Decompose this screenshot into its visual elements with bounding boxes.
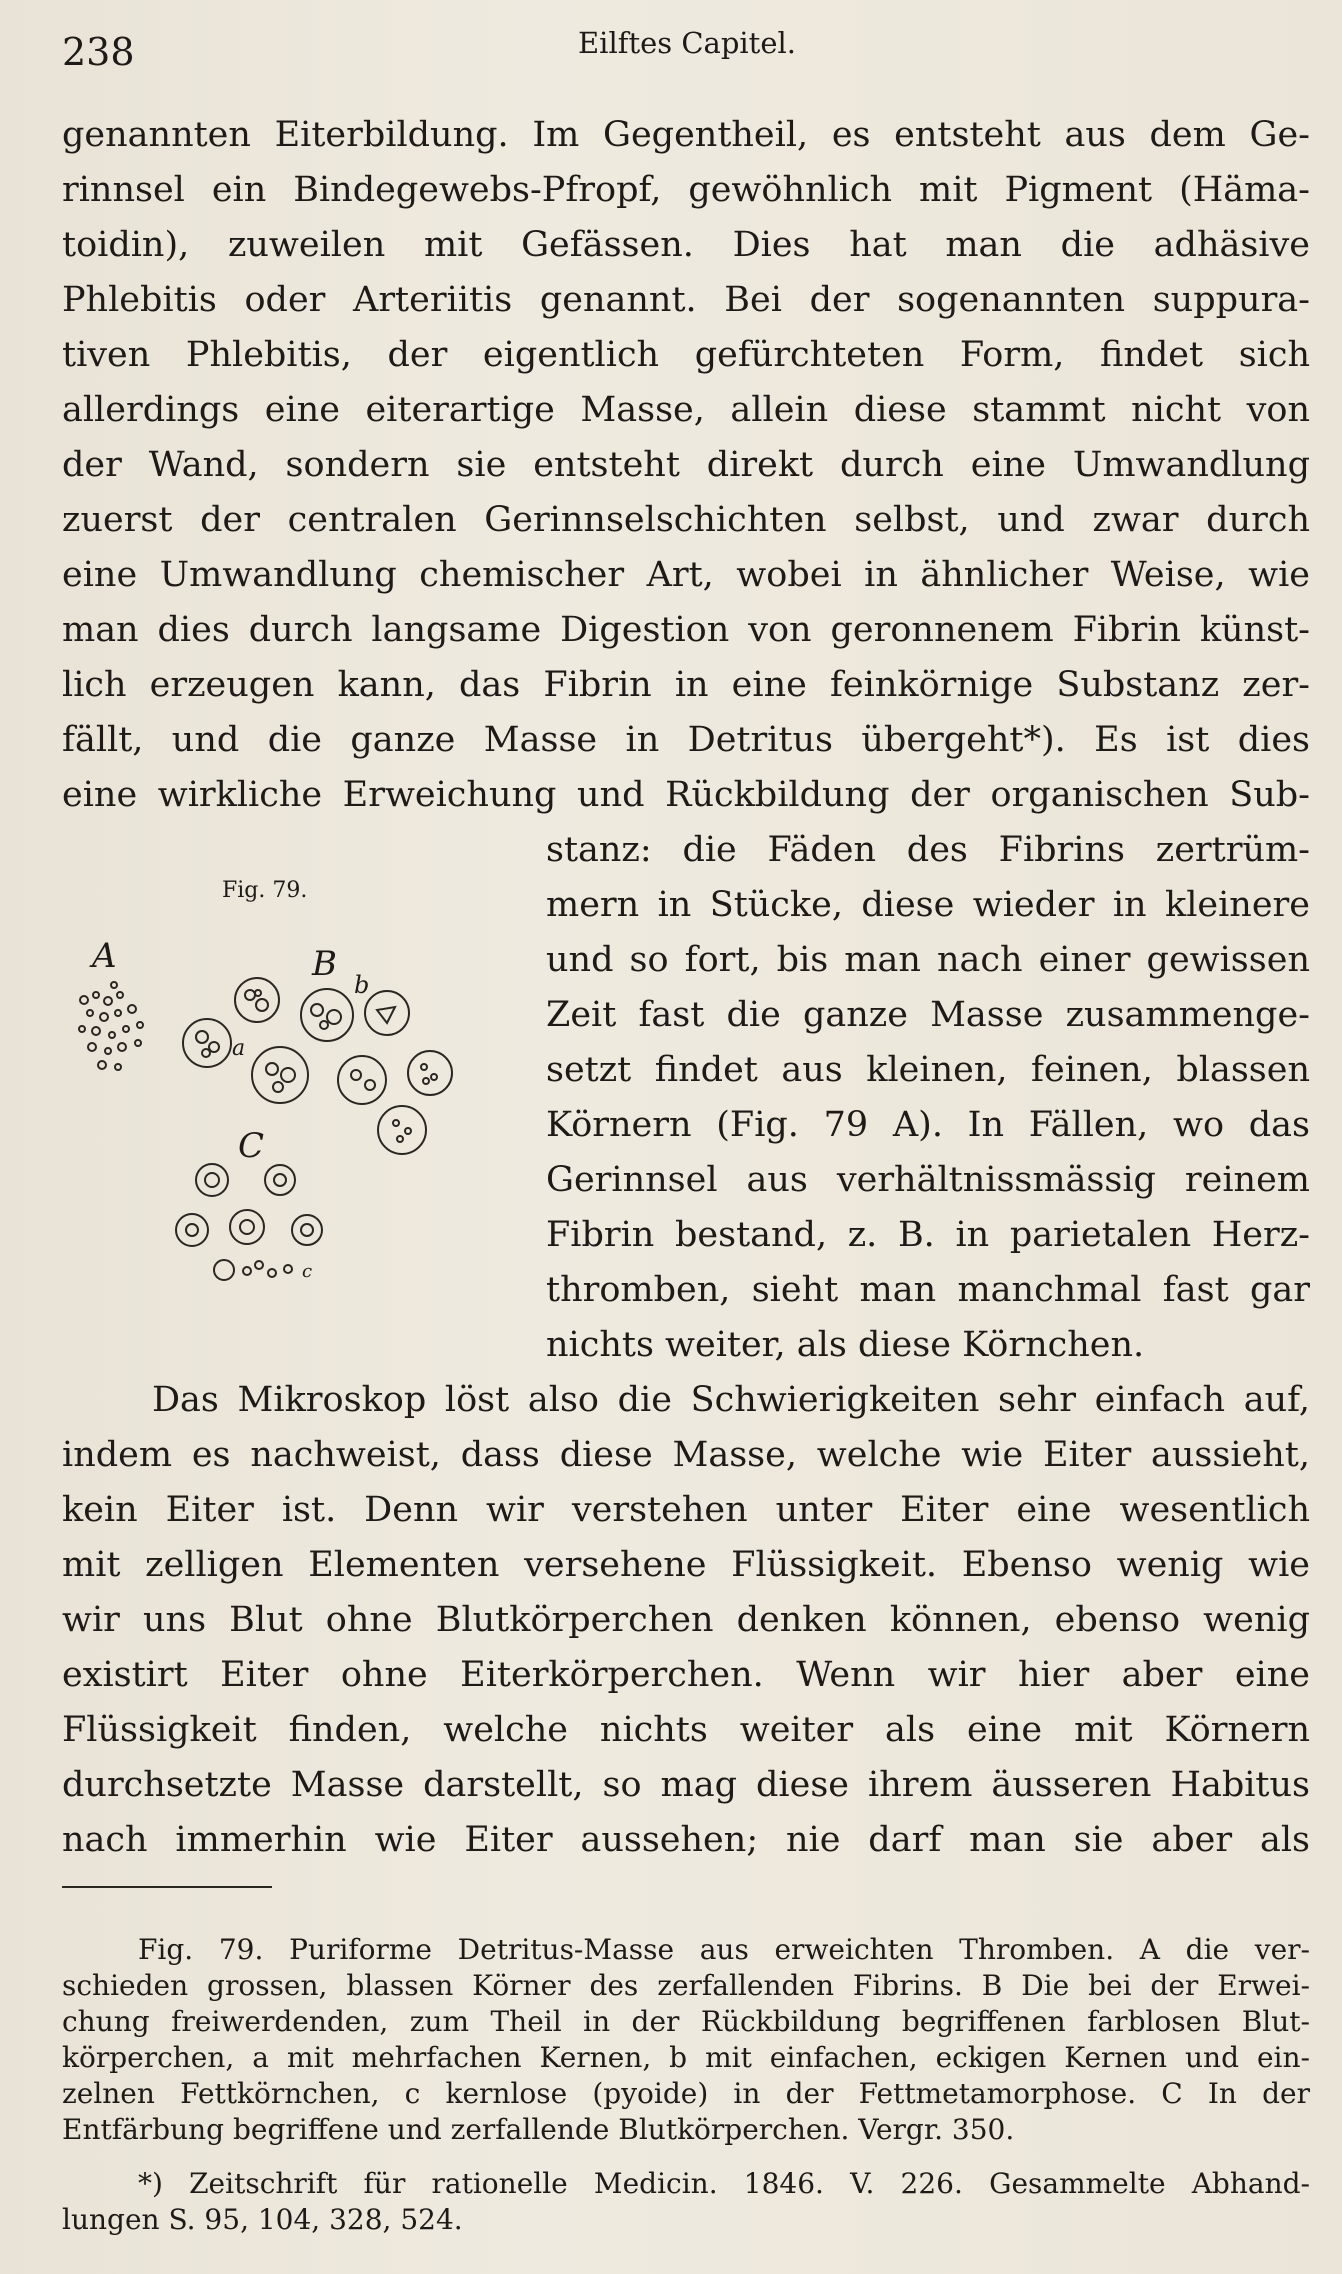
- body-line: allerdings eine eiterartige Masse, allein diese stammt nicht von: [62, 390, 1310, 430]
- body-line: Körnern (Fig. 79 A). In Fällen, wo das: [546, 1105, 1310, 1145]
- granules-group-a: [79, 982, 143, 1070]
- body-line: stanz: die Fäden des Fibrins zertrüm-: [546, 830, 1310, 870]
- figure-letter-b: b: [354, 971, 370, 999]
- body-line: genannten Eiterbildung. Im Gegentheil, es entsteht aus dem Ge-: [62, 115, 1310, 155]
- body-line: durchsetzte Masse darstellt, so mag diese ihrem äusseren Habitus: [62, 1765, 1310, 1805]
- caption-line: chung freiwerdenden, zum Theil in der Rückbildung begriffenen farblosen Blut-: [62, 2005, 1310, 2038]
- running-title: Eilftes Capitel.: [578, 26, 796, 60]
- body-line: man dies durch langsame Digestion von geronnenem Fibrin künst-: [62, 610, 1310, 650]
- body-line: rinnsel ein Bindegewebs-Pfropf, gewöhnlich mit Pigment (Häma-: [62, 170, 1310, 210]
- figure-letter-c: c: [302, 1261, 313, 1282]
- caption-line: Fig. 79. Puriforme Detritus-Masse aus erweichten Thromben. A die ver-: [138, 1933, 1310, 1966]
- body-line: mit zelligen Elementen versehene Flüssigkeit. Ebenso wenig wie: [62, 1545, 1310, 1585]
- body-line: eine Umwandlung chemischer Art, wobei in ähnlicher Weise, wie: [62, 555, 1310, 595]
- figure-letter-C: C: [238, 1126, 265, 1166]
- body-line: Fibrin bestand, z. B. in parietalen Herz-: [546, 1215, 1310, 1255]
- caption-line: körperchen, a mit mehrfachen Kernen, b mit einfachen, eckigen Kernen und ein-: [62, 2041, 1310, 2074]
- body-line: setzt findet aus kleinen, feinen, blassen: [546, 1050, 1310, 1090]
- figure-79-illustration: [62, 925, 482, 1305]
- body-line: existirt Eiter ohne Eiterkörperchen. Wenn wir hier aber eine: [62, 1655, 1310, 1695]
- body-line: Flüssigkeit finden, welche nichts weiter als eine mit Körnern: [62, 1710, 1310, 1750]
- reference-footnote-line: *) Zeitschrift für rationelle Medicin. 1846. V. 226. Gesammelte Abhand-: [138, 2167, 1310, 2200]
- figure-letter-A: A: [92, 936, 117, 976]
- body-line: lich erzeugen kann, das Fibrin in eine feinkörnige Substanz zer-: [62, 665, 1310, 705]
- caption-line: schieden grossen, blassen Körner des zerfallenden Fibrins. B Die bei der Erwei-: [62, 1969, 1310, 2002]
- running-header: [62, 22, 1282, 82]
- body-line: und so fort, bis man nach einer gewissen: [546, 940, 1310, 980]
- body-line: mern in Stücke, diese wieder in kleinere: [546, 885, 1310, 925]
- body-line: kein Eiter ist. Denn wir verstehen unter Eiter eine wesentlich: [62, 1490, 1310, 1530]
- body-line: thromben, sieht man manchmal fast gar: [546, 1270, 1310, 1310]
- body-line: fällt, und die ganze Masse in Detritus übergeht*). Es ist dies: [62, 720, 1310, 760]
- body-line: nichts weiter, als diese Körnchen.: [546, 1325, 1145, 1365]
- caption-line: Entfärbung begriffene und zerfallende Blutkörperchen. Vergr. 350.: [62, 2113, 1015, 2146]
- body-line: der Wand, sondern sie entsteht direkt durch eine Umwandlung: [62, 445, 1310, 485]
- body-line: eine wirkliche Erweichung und Rückbildung der organischen Sub-: [62, 775, 1310, 815]
- cells-group-b: [183, 978, 452, 1154]
- body-line: zuerst der centralen Gerinnselschichten selbst, und zwar durch: [62, 500, 1310, 540]
- caption-line: zelnen Fettkörnchen, c kernlose (pyoide) in der Fettmetamorphose. C In der: [62, 2077, 1310, 2110]
- footnote-rule: [62, 1886, 272, 1888]
- body-line: indem es nachweist, dass diese Masse, welche wie Eiter aussieht,: [62, 1435, 1310, 1475]
- body-line: toidin), zuweilen mit Gefässen. Dies hat man die adhäsive: [62, 225, 1310, 265]
- body-line: Phlebitis oder Arteriitis genannt. Bei der sogenannten suppura-: [62, 280, 1310, 320]
- body-line: tiven Phlebitis, der eigentlich gefürchteten Form, findet sich: [62, 335, 1310, 375]
- figure-label: Fig. 79.: [222, 878, 308, 903]
- figure-letter-a: a: [232, 1036, 246, 1061]
- figure-letter-B: B: [312, 944, 337, 984]
- body-line: Das Mikroskop löst also die Schwierigkeiten sehr einfach auf,: [152, 1380, 1310, 1420]
- body-line: Zeit fast die ganze Masse zusammenge-: [546, 995, 1310, 1035]
- reference-footnote-line: lungen S. 95, 104, 328, 524.: [62, 2203, 463, 2236]
- body-line: nach immerhin wie Eiter aussehen; nie darf man sie aber als: [62, 1820, 1310, 1860]
- cells-group-c: [176, 1164, 322, 1280]
- body-line: wir uns Blut ohne Blutkörperchen denken können, ebenso wenig: [62, 1600, 1310, 1640]
- page-number: 238: [62, 30, 135, 74]
- body-line: Gerinnsel aus verhältnissmässig reinem: [546, 1160, 1310, 1200]
